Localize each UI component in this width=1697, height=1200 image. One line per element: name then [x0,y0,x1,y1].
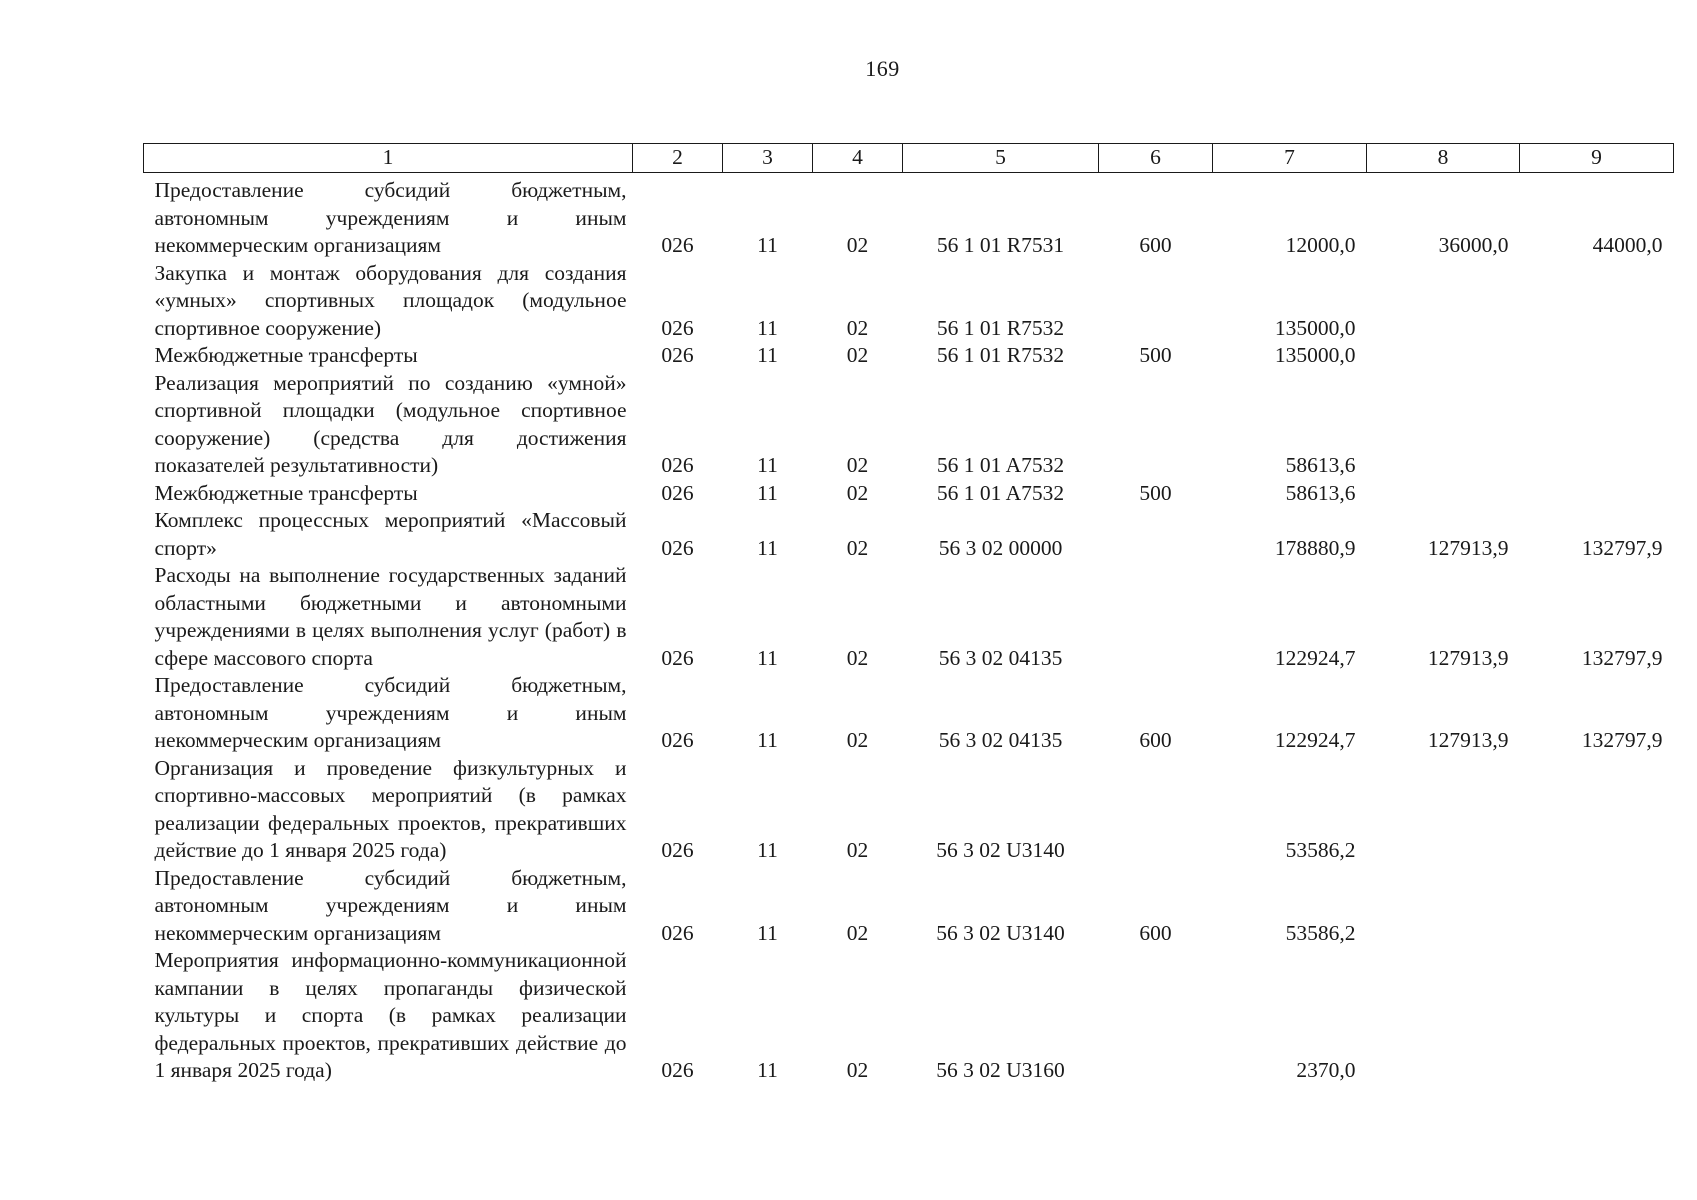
target-article-code: 56 3 02 U3140 [936,838,1065,862]
amount-col7: 178880,9 [1274,535,1356,560]
table-row [144,507,1674,562]
ministry-code: 026 [661,480,694,505]
amount-col7: 122924,7 [1274,728,1356,752]
column-header: 5 [903,144,1099,173]
column-header: 4 [813,144,903,173]
expense-type-code [1099,947,1213,1085]
expense-type-code: 600 [1139,920,1172,945]
subsection-code: 02 [846,535,869,560]
amount-col9: 132797,9 [1581,645,1663,670]
amount-col8 [1367,947,1520,1085]
amount-col7: 122924,7 [1274,645,1356,670]
column-header: 7 [1213,144,1367,173]
expense-type-code: 600 [1139,728,1172,752]
table-row [144,173,1674,260]
section-code: 11 [757,233,778,257]
amount-col9 [1520,947,1674,1085]
target-article-code: 56 1 01 R7532 [936,315,1065,340]
expense-name: Предоставление субсидий бюджетным, автономным учреждениям и иным некоммерческим организациям [154,178,627,257]
ministry-code: 026 [661,1058,694,1082]
amount-col7: 58613,6 [1285,453,1356,477]
table-body [144,173,1674,1085]
expense-name: Предоставление субсидий бюджетным, автономным учреждениям и иным некоммерческим организациям [154,865,627,945]
ministry-code: 026 [661,728,694,752]
target-article-code: 56 3 02 04135 [938,645,1063,670]
amount-col7: 53586,2 [1285,838,1356,862]
ministry-code: 026 [661,645,694,670]
section-code: 11 [757,315,778,340]
subsection-code: 02 [846,645,869,670]
amount-col9 [1520,865,1674,948]
section-code: 11 [757,535,778,560]
section-code: 11 [757,343,778,367]
subsection-code: 02 [846,728,869,752]
table-row [144,672,1674,755]
section-code: 11 [757,1058,778,1082]
table-row [144,947,1674,1085]
subsection-code: 02 [846,1058,869,1082]
amount-col7: 2370,0 [1296,1058,1356,1082]
ministry-code: 026 [661,315,694,340]
table-header [144,144,1674,173]
expense-name: Закупка и монтаж оборудования для создания «умных» спортивных площадок (модульное спортивное сооружение) [154,260,627,340]
expense-type-code [1099,260,1213,343]
column-header: 8 [1367,144,1520,173]
ministry-code: 026 [661,233,694,257]
amount-col9 [1520,480,1674,508]
table-row [144,480,1674,508]
amount-col9: 132797,9 [1581,728,1663,752]
column-header: 3 [723,144,813,173]
target-article-code: 56 1 01 R7531 [936,233,1065,257]
ministry-code: 026 [661,343,694,367]
expense-name: Мероприятия информационно-коммуникационной кампании в целях пропаганды физической культуры и спорта (в рамках реализации федеральных проектов, прекративших действие до 1 января 2025 года) [154,948,627,1082]
amount-col7: 135000,0 [1274,315,1356,340]
amount-col8 [1367,342,1520,370]
subsection-code: 02 [846,233,869,257]
table-row [144,260,1674,343]
expense-name: Межбюджетные трансферты [154,480,418,505]
amount-col9 [1520,342,1674,370]
amount-col7: 135000,0 [1274,343,1356,367]
expense-name: Предоставление субсидий бюджетным, автономным учреждениям и иным некоммерческим организациям [154,673,627,752]
amount-col7: 53586,2 [1285,920,1356,945]
subsection-code: 02 [846,920,869,945]
section-code: 11 [757,453,778,477]
budget-table [143,143,1674,1085]
section-code: 11 [757,920,778,945]
target-article-code: 56 1 01 A7532 [936,480,1065,505]
expense-name: Реализация мероприятий по созданию «умной» спортивной площадки (модульное спортивное сооружение) (средства для достижения показателей результативности) [154,370,627,477]
expense-type-code: 500 [1139,480,1172,505]
table-row [144,370,1674,480]
header-row [144,144,1674,173]
amount-col8 [1367,260,1520,343]
amount-col9: 44000,0 [1592,233,1663,257]
column-header: 6 [1099,144,1213,173]
ministry-code: 026 [661,453,694,477]
section-code: 11 [757,480,778,505]
table-row [144,342,1674,370]
amount-col8: 36000,0 [1438,233,1509,257]
expense-name: Межбюджетные трансферты [154,343,418,367]
subsection-code: 02 [846,453,869,477]
expense-type-code [1099,370,1213,480]
amount-col8: 127913,9 [1427,535,1509,560]
expense-type-code: 500 [1139,343,1172,367]
target-article-code: 56 3 02 00000 [938,535,1063,560]
amount-col9 [1520,370,1674,480]
expense-type-code [1099,507,1213,562]
subsection-code: 02 [846,315,869,340]
subsection-code: 02 [846,838,869,862]
amount-col8 [1367,480,1520,508]
amount-col8 [1367,865,1520,948]
amount-col7: 12000,0 [1285,233,1356,257]
target-article-code: 56 1 01 A7532 [936,453,1065,477]
expense-name: Комплекс процессных мероприятий «Массовый спорт» [154,508,627,560]
expense-type-code: 600 [1139,233,1172,257]
target-article-code: 56 3 02 U3140 [936,920,1065,945]
column-header: 9 [1520,144,1674,173]
expense-name: Расходы на выполнение государственных заданий областными бюджетными и автономными учреждениями в целях выполнения услуг (работ) в сфере массового спорта [154,563,627,670]
section-code: 11 [757,728,778,752]
section-code: 11 [757,645,778,670]
column-header: 1 [144,144,633,173]
amount-col9: 132797,9 [1581,535,1663,560]
target-article-code: 56 3 02 04135 [938,728,1063,752]
ministry-code: 026 [661,920,694,945]
amount-col9 [1520,755,1674,865]
ministry-code: 026 [661,535,694,560]
amount-col9 [1520,260,1674,343]
subsection-code: 02 [846,480,869,505]
amount-col8 [1367,370,1520,480]
amount-col8 [1367,755,1520,865]
subsection-code: 02 [846,343,869,367]
amount-col8: 127913,9 [1427,645,1509,670]
section-code: 11 [757,838,778,862]
table-row [144,755,1674,865]
target-article-code: 56 3 02 U3160 [936,1058,1065,1082]
page-number: 169 [865,56,900,81]
expense-type-code [1099,562,1213,672]
ministry-code: 026 [661,838,694,862]
table-row [144,865,1674,948]
expense-name: Организация и проведение физкультурных и спортивно-массовых мероприятий (в рамках реализации федеральных проектов, прекративших действие до 1 января 2025 года) [154,755,627,862]
table-row [144,562,1674,672]
amount-col7: 58613,6 [1285,480,1356,505]
amount-col8: 127913,9 [1427,728,1509,752]
target-article-code: 56 1 01 R7532 [936,343,1065,367]
expense-type-code [1099,755,1213,865]
column-header: 2 [633,144,723,173]
